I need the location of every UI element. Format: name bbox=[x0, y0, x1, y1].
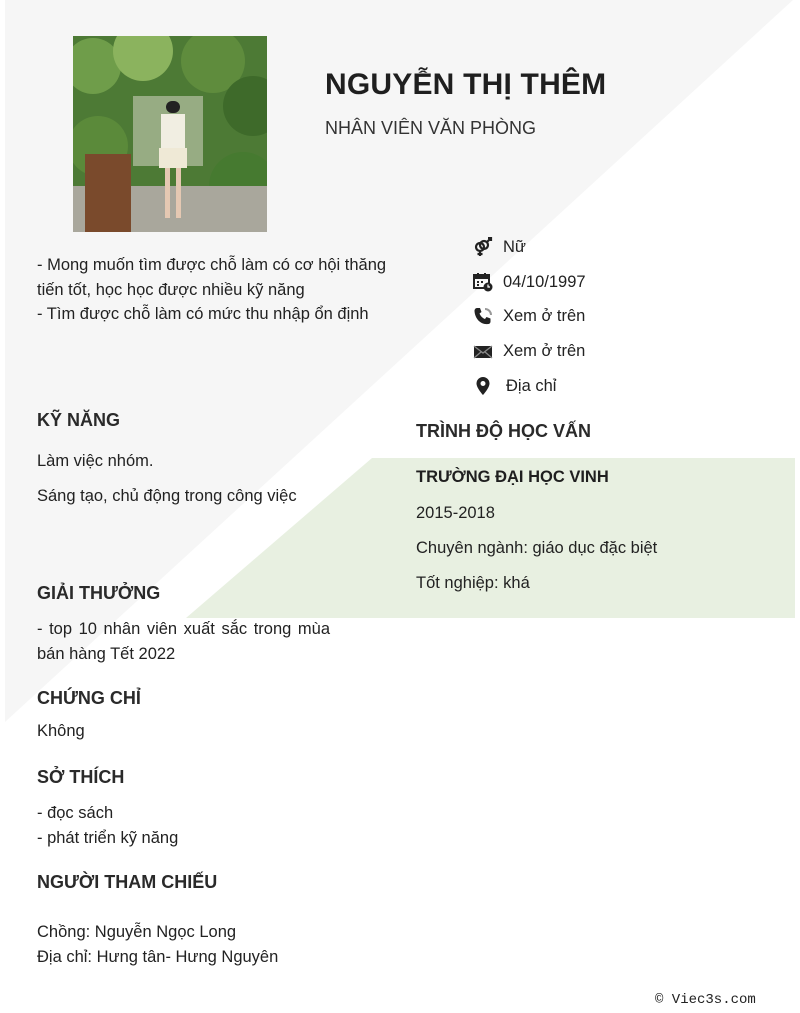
education-heading: TRÌNH ĐỘ HỌC VẤN bbox=[416, 421, 591, 441]
references-list bbox=[37, 920, 278, 969]
profile-photo bbox=[73, 36, 267, 232]
gender-value: Nữ bbox=[503, 237, 526, 256]
calendar-icon bbox=[472, 271, 494, 293]
objective-line: tiến tốt, học học được nhiều kỹ năng bbox=[37, 280, 305, 299]
awards-heading: GIẢI THƯỞNG bbox=[37, 583, 161, 603]
hobbies-list bbox=[37, 801, 178, 850]
skill-item: Sáng tạo, chủ động trong công việc bbox=[37, 487, 297, 505]
phone-value: Xem ở trên bbox=[503, 307, 586, 326]
birthday-value: 04/10/1997 bbox=[503, 272, 586, 291]
address-value: Địa chỉ bbox=[506, 376, 557, 395]
award-line: - top 10 nhân viên xuất sắc trong mùa bbox=[37, 620, 331, 638]
job-title: NHÂN VIÊN VĂN PHÒNG bbox=[325, 118, 537, 138]
certificates-value: Không bbox=[37, 722, 85, 740]
skill-item: Làm việc nhóm. bbox=[37, 452, 154, 470]
career-objective bbox=[37, 253, 417, 327]
contact-info bbox=[472, 230, 586, 404]
award-line: bán hàng Tết 2022 bbox=[37, 644, 176, 663]
contact-gender bbox=[472, 230, 586, 265]
location-icon bbox=[472, 375, 494, 397]
candidate-name: NGUYỄN THỊ THÊM bbox=[325, 68, 607, 101]
contact-birthday bbox=[472, 265, 586, 300]
reference-line: Chồng: Nguyễn Ngọc Long bbox=[37, 923, 237, 941]
education-grade: Tốt nghiệp: khá bbox=[416, 574, 530, 592]
footer-copyright: © Viec3s.com bbox=[655, 992, 756, 1008]
objective-line: - Tìm được chỗ làm có mức thu nhập ổn định bbox=[37, 305, 369, 323]
references-heading: NGƯỜI THAM CHIẾU bbox=[37, 872, 218, 892]
hobby-item: - đọc sách bbox=[37, 804, 114, 822]
awards-text bbox=[37, 617, 330, 666]
contact-email bbox=[472, 334, 586, 369]
education-school: TRƯỜNG ĐẠI HỌC VINH bbox=[416, 468, 609, 486]
certificates-heading: CHỨNG CHỈ bbox=[37, 688, 141, 708]
skills-heading: KỸ NĂNG bbox=[37, 410, 121, 430]
phone-icon bbox=[472, 306, 494, 328]
education-years: 2015-2018 bbox=[416, 504, 495, 522]
reference-line: Địa chỉ: Hưng tân- Hưng Nguyên bbox=[37, 947, 279, 966]
hobbies-heading: SỞ THÍCH bbox=[37, 767, 125, 787]
contact-phone bbox=[472, 300, 586, 335]
hobby-item: - phát triển kỹ năng bbox=[37, 828, 179, 847]
email-icon bbox=[472, 341, 494, 363]
gender-icon bbox=[472, 236, 494, 258]
email-value: Xem ở trên bbox=[503, 342, 586, 361]
contact-address bbox=[472, 369, 586, 404]
objective-line: - Mong muốn tìm được chỗ làm có cơ hội thăng bbox=[37, 256, 387, 274]
education-major: Chuyên ngành: giáo dục đặc biệt bbox=[416, 539, 658, 557]
